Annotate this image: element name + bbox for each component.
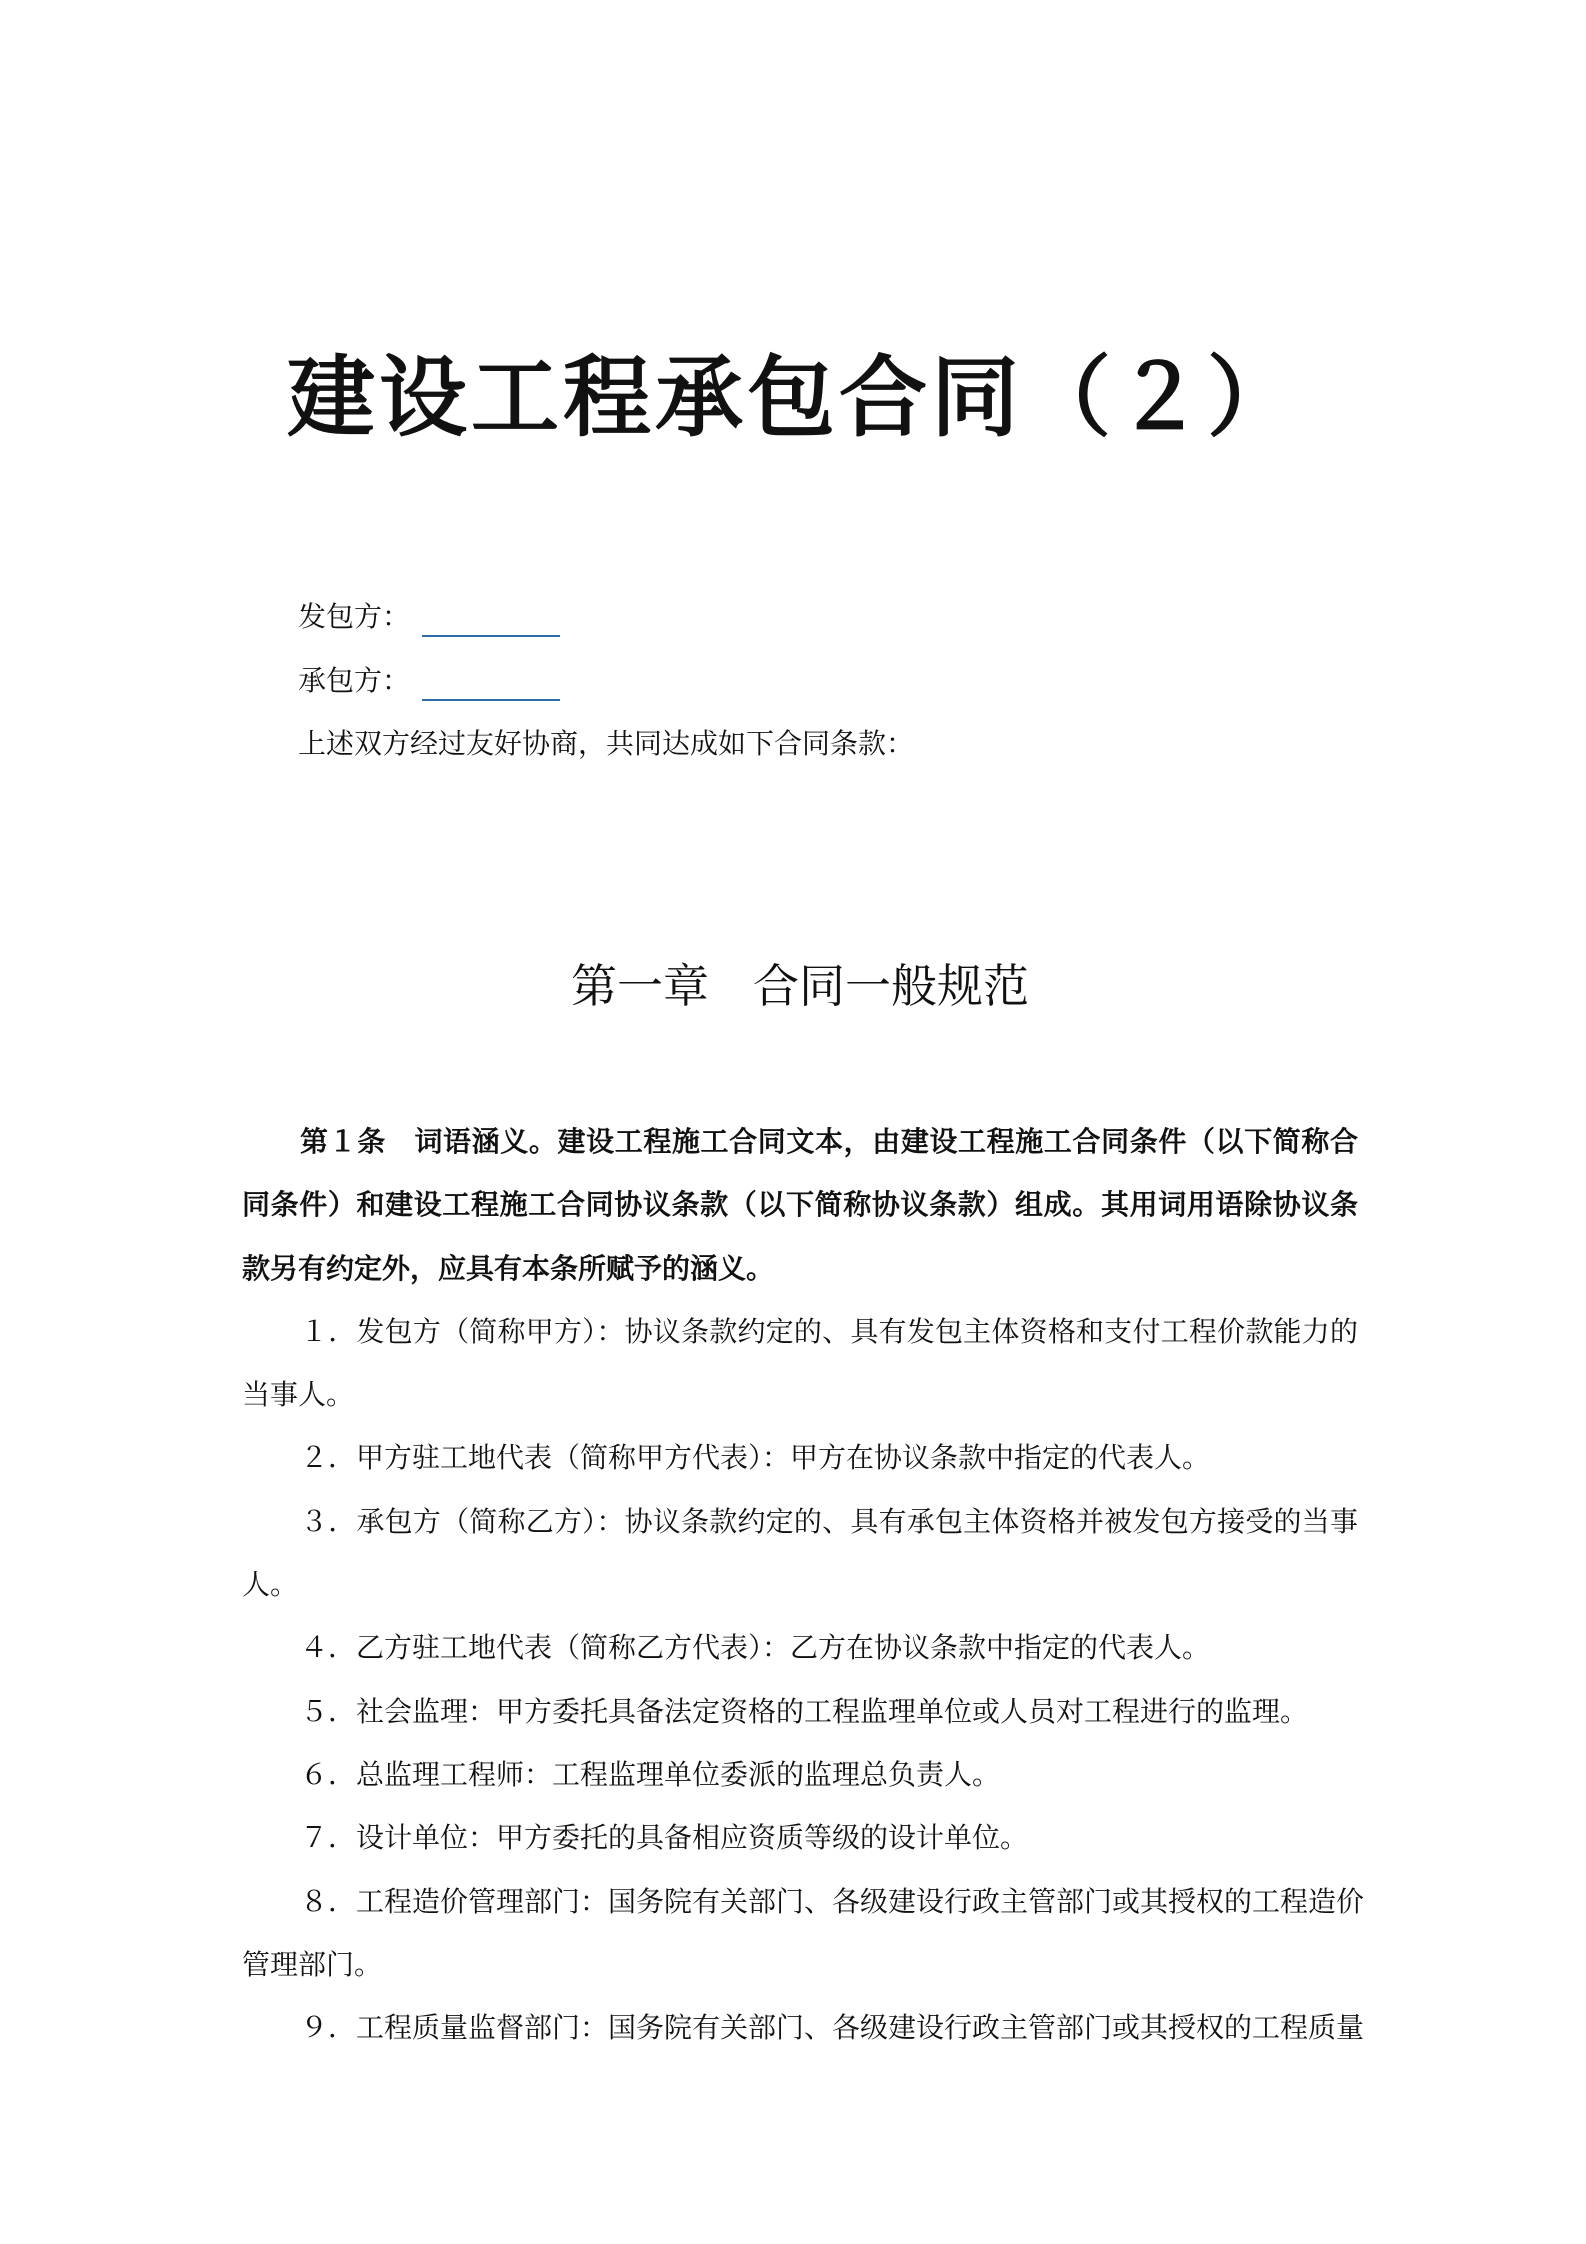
definition-line: 管理部门。 xyxy=(242,1947,383,1981)
article-line: 款另有约定外，应具有本条所赋予的涵义。 xyxy=(242,1251,775,1285)
contractor-field xyxy=(298,661,560,701)
document-title: 建设工程承包合同（２） xyxy=(286,345,1299,449)
definition-line: ６．总监理工程师：工程监理单位委派的监理总负责人。 xyxy=(300,1757,1001,1791)
contractor-label: 承包方： xyxy=(298,664,411,697)
article-line: 第１条 词语涵义。建设工程施工合同文本，由建设工程施工合同条件（以下简称合 xyxy=(300,1125,1358,1158)
intro-text: 上述双方经过友好协商，共同达成如下合同条款： xyxy=(298,727,915,760)
definition-line: ２．甲方驻工地代表（简称甲方代表）：甲方在协议条款中指定的代表人。 xyxy=(300,1441,1211,1475)
definition-line: ４．乙方驻工地代表（简称乙方代表）：乙方在协议条款中指定的代表人。 xyxy=(300,1631,1211,1665)
definition-line: ７．设计单位：甲方委托的具备相应资质等级的设计单位。 xyxy=(300,1821,1029,1855)
definition-line: １．发包方（简称甲方）：协议条款约定的、具有发包主体资格和支付工程价款能力的 xyxy=(300,1314,1358,1348)
article-line: 同条件）和建设工程施工合同协议条款（以下简称协议条款）组成。其用词用语除协议条 xyxy=(242,1188,1358,1222)
chapter-name: 合同一般规范 xyxy=(753,959,1029,1013)
contractor-blank-line xyxy=(422,669,560,701)
chapter-number: 第一章 xyxy=(571,959,709,1013)
employer-blank-line xyxy=(422,605,560,637)
definition-line: ５．社会监理：甲方委托具备法定资格的工程监理单位或人员对工程进行的监理。 xyxy=(300,1694,1309,1728)
definition-line: ３．承包方（简称乙方）：协议条款约定的、具有承包主体资格并被发包方接受的当事 xyxy=(300,1504,1358,1538)
chapter-heading xyxy=(0,958,1586,1014)
employer-label: 发包方： xyxy=(298,600,411,633)
definition-line: ９．工程质量监督部门：国务院有关部门、各级建设行政主管部门或其授权的工程质量 xyxy=(300,2011,1365,2045)
article-1-body xyxy=(242,1110,1365,2059)
employer-field xyxy=(298,597,560,637)
definition-line: 人。 xyxy=(242,1568,299,1602)
definition-line: 当事人。 xyxy=(242,1378,355,1412)
definition-line: ８．工程造价管理部门：国务院有关部门、各级建设行政主管部门或其授权的工程造价 xyxy=(300,1884,1365,1918)
